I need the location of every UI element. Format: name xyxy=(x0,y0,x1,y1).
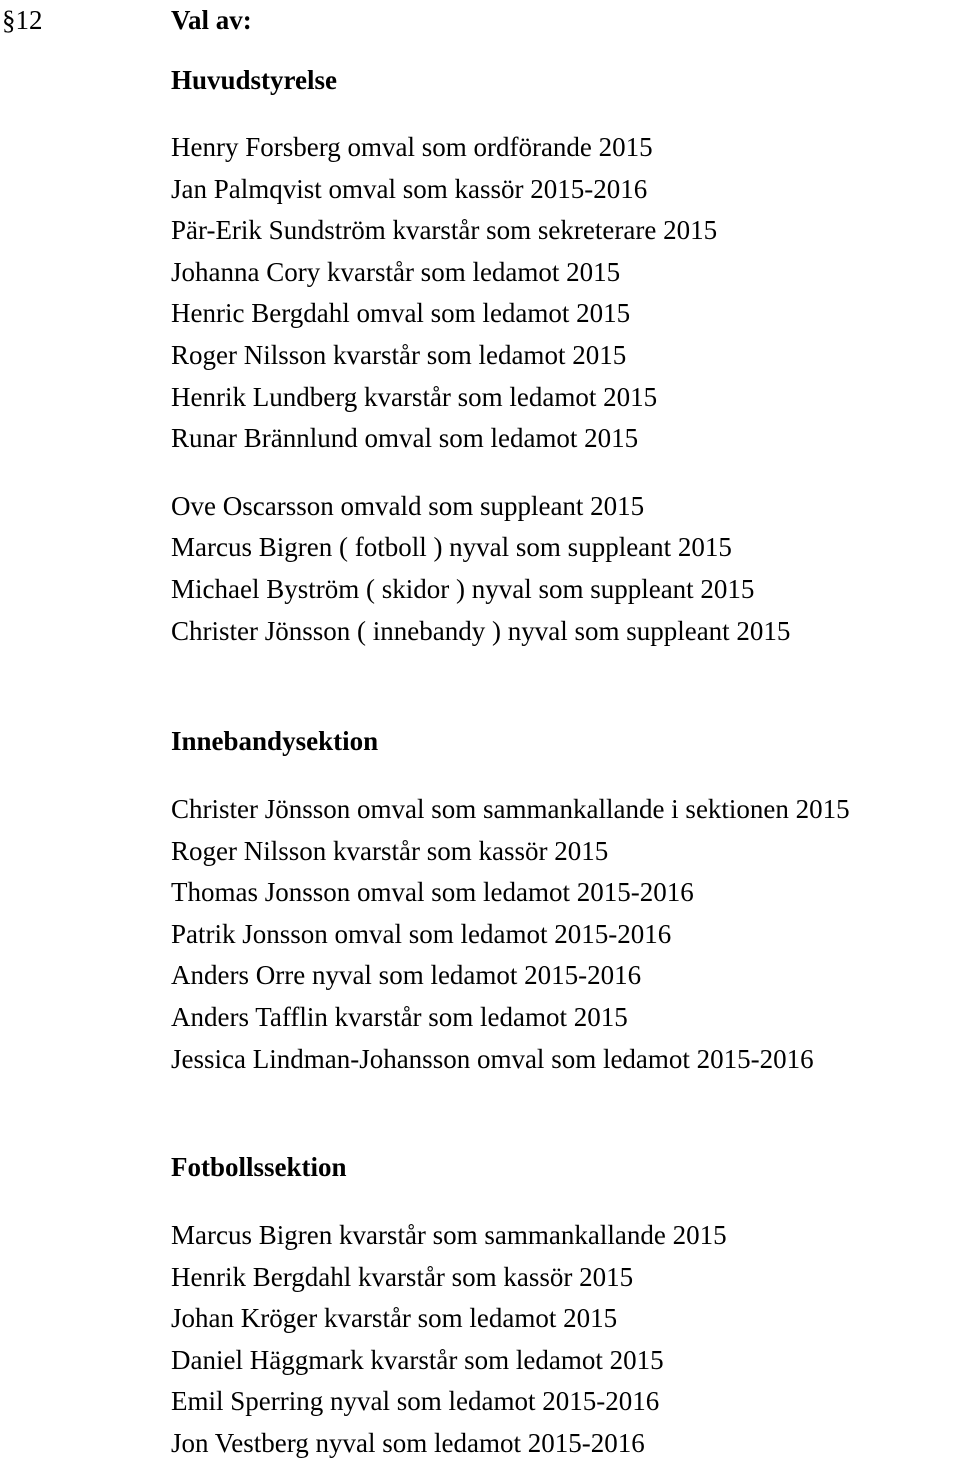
section-heading-huvudstyrelse: Huvudstyrelse xyxy=(171,65,338,95)
list-item: Runar Brännlund omval som ledamot 2015 xyxy=(171,423,639,454)
list-item: Emil Sperring nyval som ledamot 2015-2016 xyxy=(171,1386,660,1417)
section-huvudstyrelse xyxy=(171,62,956,652)
list-item: Jon Vestberg nyval som ledamot 2015-2016 xyxy=(171,1427,645,1458)
list-item: Michael Byström ( skidor ) nyval som suppleant 2015 xyxy=(171,573,755,604)
list-item: Marcus Bigren ( fotboll ) nyval som suppleant 2015 xyxy=(171,532,732,563)
list-item: Anders Orre nyval som ledamot 2015-2016 xyxy=(171,960,642,991)
list-item: Anders Tafflin kvarstår som ledamot 2015 xyxy=(171,1001,628,1032)
list-item: Henric Bergdahl omval som ledamot 2015 xyxy=(171,298,631,329)
paragraph-header xyxy=(0,0,960,40)
list-item: Patrik Jonsson omval som ledamot 2015-2016 xyxy=(171,918,672,949)
list-item: Johanna Cory kvarstår som ledamot 2015 xyxy=(171,256,621,287)
list-item: Johan Kröger kvarstår som ledamot 2015 xyxy=(171,1303,618,1334)
list-item: Christer Jönsson ( innebandy ) nyval som suppleant 2015 xyxy=(171,615,791,646)
list-item: Henrik Lundberg kvarstår som ledamot 2015 xyxy=(171,381,658,412)
paragraph-title: Val av: xyxy=(171,5,252,35)
fotbollssektion-member-list xyxy=(171,1215,956,1465)
list-item: Christer Jönsson omval som sammankallande i sektionen 2015 xyxy=(171,794,850,824)
list-item: Roger Nilsson kvarstår som ledamot 2015 xyxy=(171,339,627,370)
list-item: Jan Palmqvist omval som kassör 2015-2016 xyxy=(171,173,648,204)
section-fotbollssektion xyxy=(171,1149,956,1465)
section-heading-fotbollssektion: Fotbollssektion xyxy=(171,1152,347,1182)
section-innebandysektion xyxy=(171,723,956,1080)
innebandysektion-member-list xyxy=(171,789,956,1080)
list-item: Marcus Bigren kvarstår som sammankallande 2015 xyxy=(171,1220,727,1250)
list-item: Jessica Lindman-Johansson omval som ledamot 2015-2016 xyxy=(171,1043,814,1074)
list-item: Pär-Erik Sundström kvarstår som sekreterare 2015 xyxy=(171,215,718,246)
paragraph-number: §12 xyxy=(2,5,43,35)
list-item: Henrik Bergdahl kvarstår som kassör 2015 xyxy=(171,1261,634,1292)
list-item: Daniel Häggmark kvarstår som ledamot 2015 xyxy=(171,1344,664,1375)
list-item: Roger Nilsson kvarstår som kassör 2015 xyxy=(171,835,609,866)
huvudstyrelse-member-list xyxy=(171,127,956,460)
huvudstyrelse-suppleant-list xyxy=(171,486,956,652)
list-item: Henry Forsberg omval som ordförande 2015 xyxy=(171,132,653,162)
list-item: Thomas Jonsson omval som ledamot 2015-2016 xyxy=(171,877,694,908)
list-item: Ove Oscarsson omvald som suppleant 2015 xyxy=(171,490,645,521)
section-heading-innebandysektion: Innebandysektion xyxy=(171,726,379,756)
